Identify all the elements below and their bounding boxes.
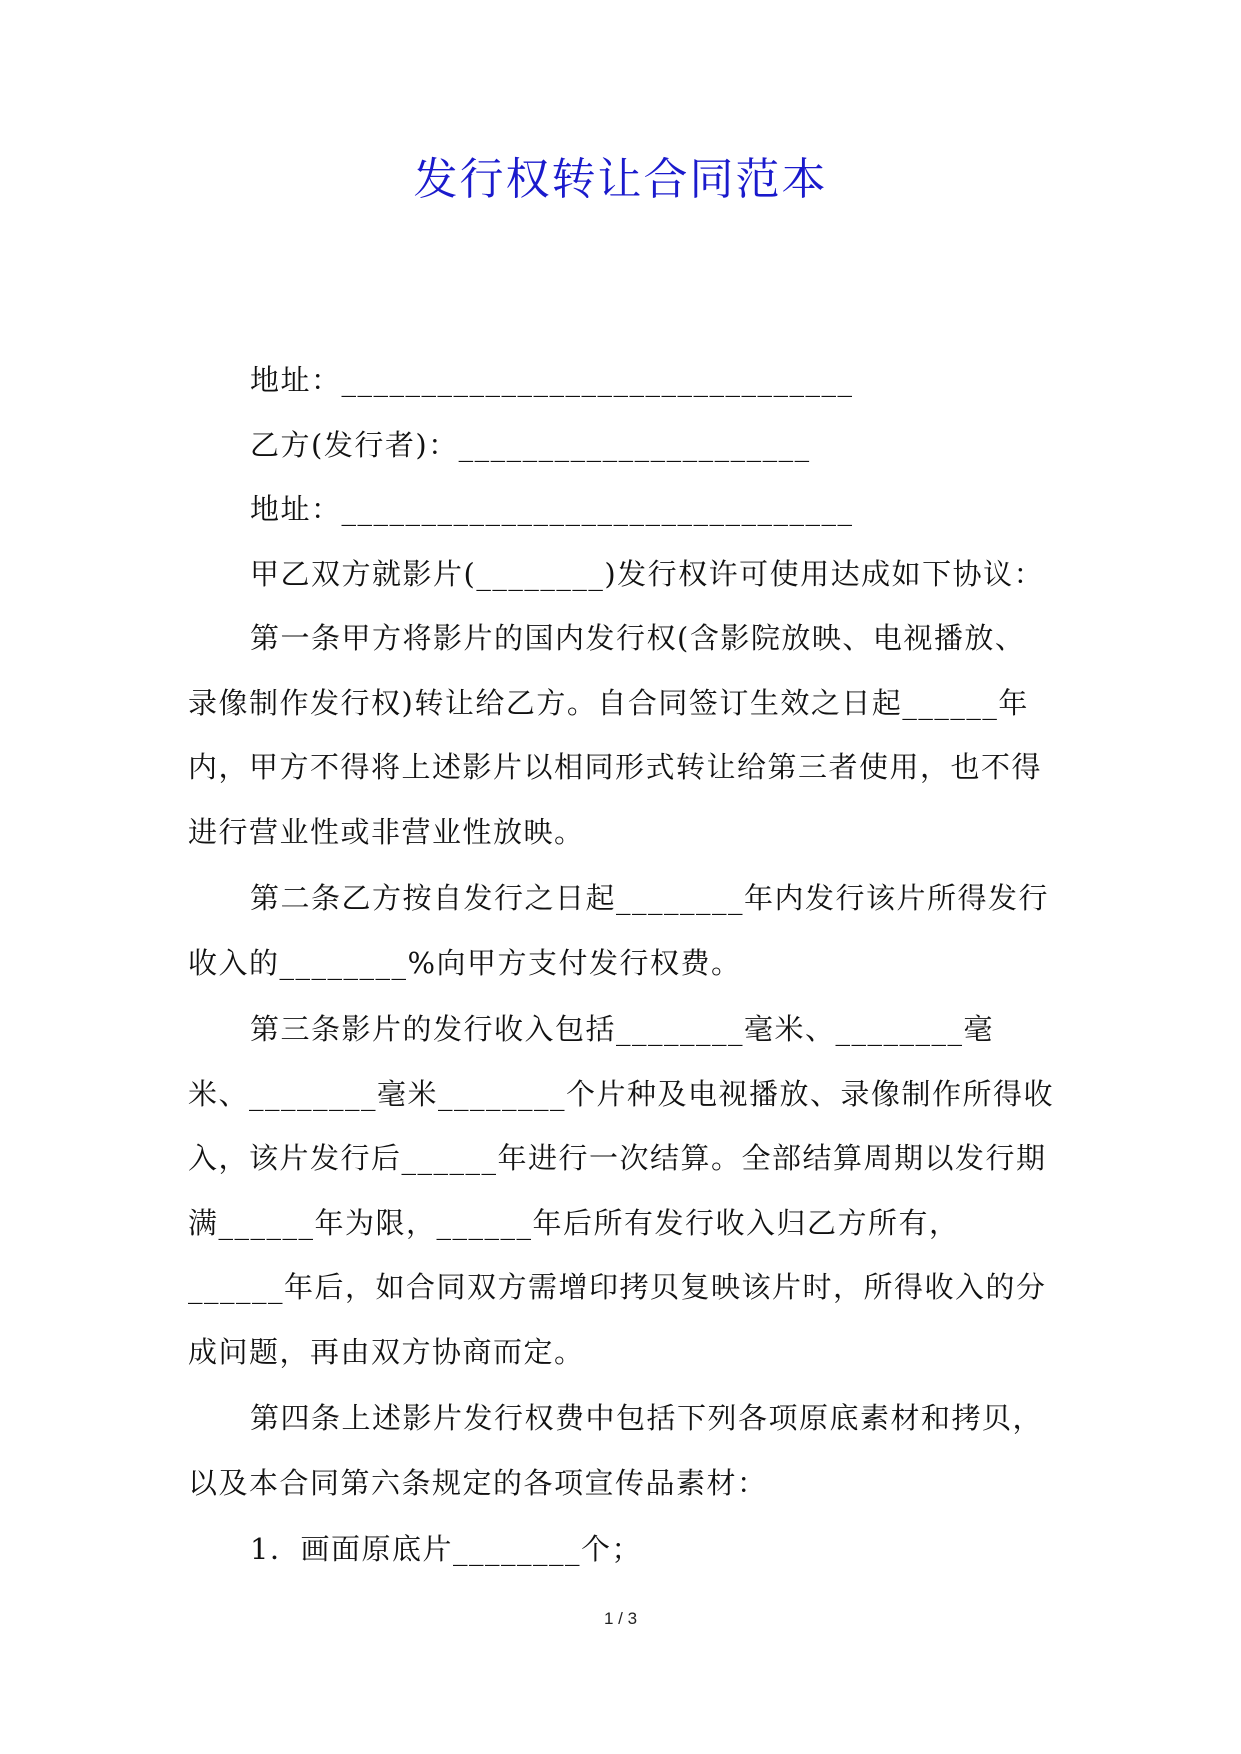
article-4: 第四条上述影片发行权费中包括下列各项原底素材和拷贝，以及本合同第六条规定的各项宣传品素材：: [188, 1401, 1044, 1500]
document-body: [188, 348, 1054, 1582]
address-line-party-a: 地址：________________________________: [250, 363, 854, 397]
list-item-1: 1．画面原底片________个；: [250, 1532, 642, 1566]
party-b-line: 乙方(发行者)：______________________: [250, 427, 811, 462]
article-3: 第三条影片的发行收入包括________毫米、________毫米、________毫米________个片种及电视播放、录像制作所得收入，该片发行后______年进行一次结算。全部结算周期以发行期满______年为限，______年后所有发行收入归乙方所有，______年后，如合同双方需增印拷贝复映该片时，所得收入的分成问题，再由双方协商而定。: [188, 1012, 1055, 1369]
article-1: 第一条甲方将影片的国内发行权(含影院放映、电视播放、录像制作发行权)转让给乙方。自合同签订生效之日起______年内，甲方不得将上述影片以相同形式转让给第三者使用，也不得进行营业性或非营业性放映。: [188, 621, 1043, 849]
article-2: 第二条乙方按自发行之日起________年内发行该片所得发行收入的________%向甲方支付发行权费。: [188, 881, 1050, 980]
page-number: 1 / 3: [603, 1609, 638, 1628]
address-line-party-b: 地址：________________________________: [250, 492, 854, 526]
agreement-intro: 甲乙双方就影片(________)发行权许可使用达成如下协议：: [250, 556, 1045, 591]
document-title: 发行权转让合同范本: [413, 154, 828, 205]
